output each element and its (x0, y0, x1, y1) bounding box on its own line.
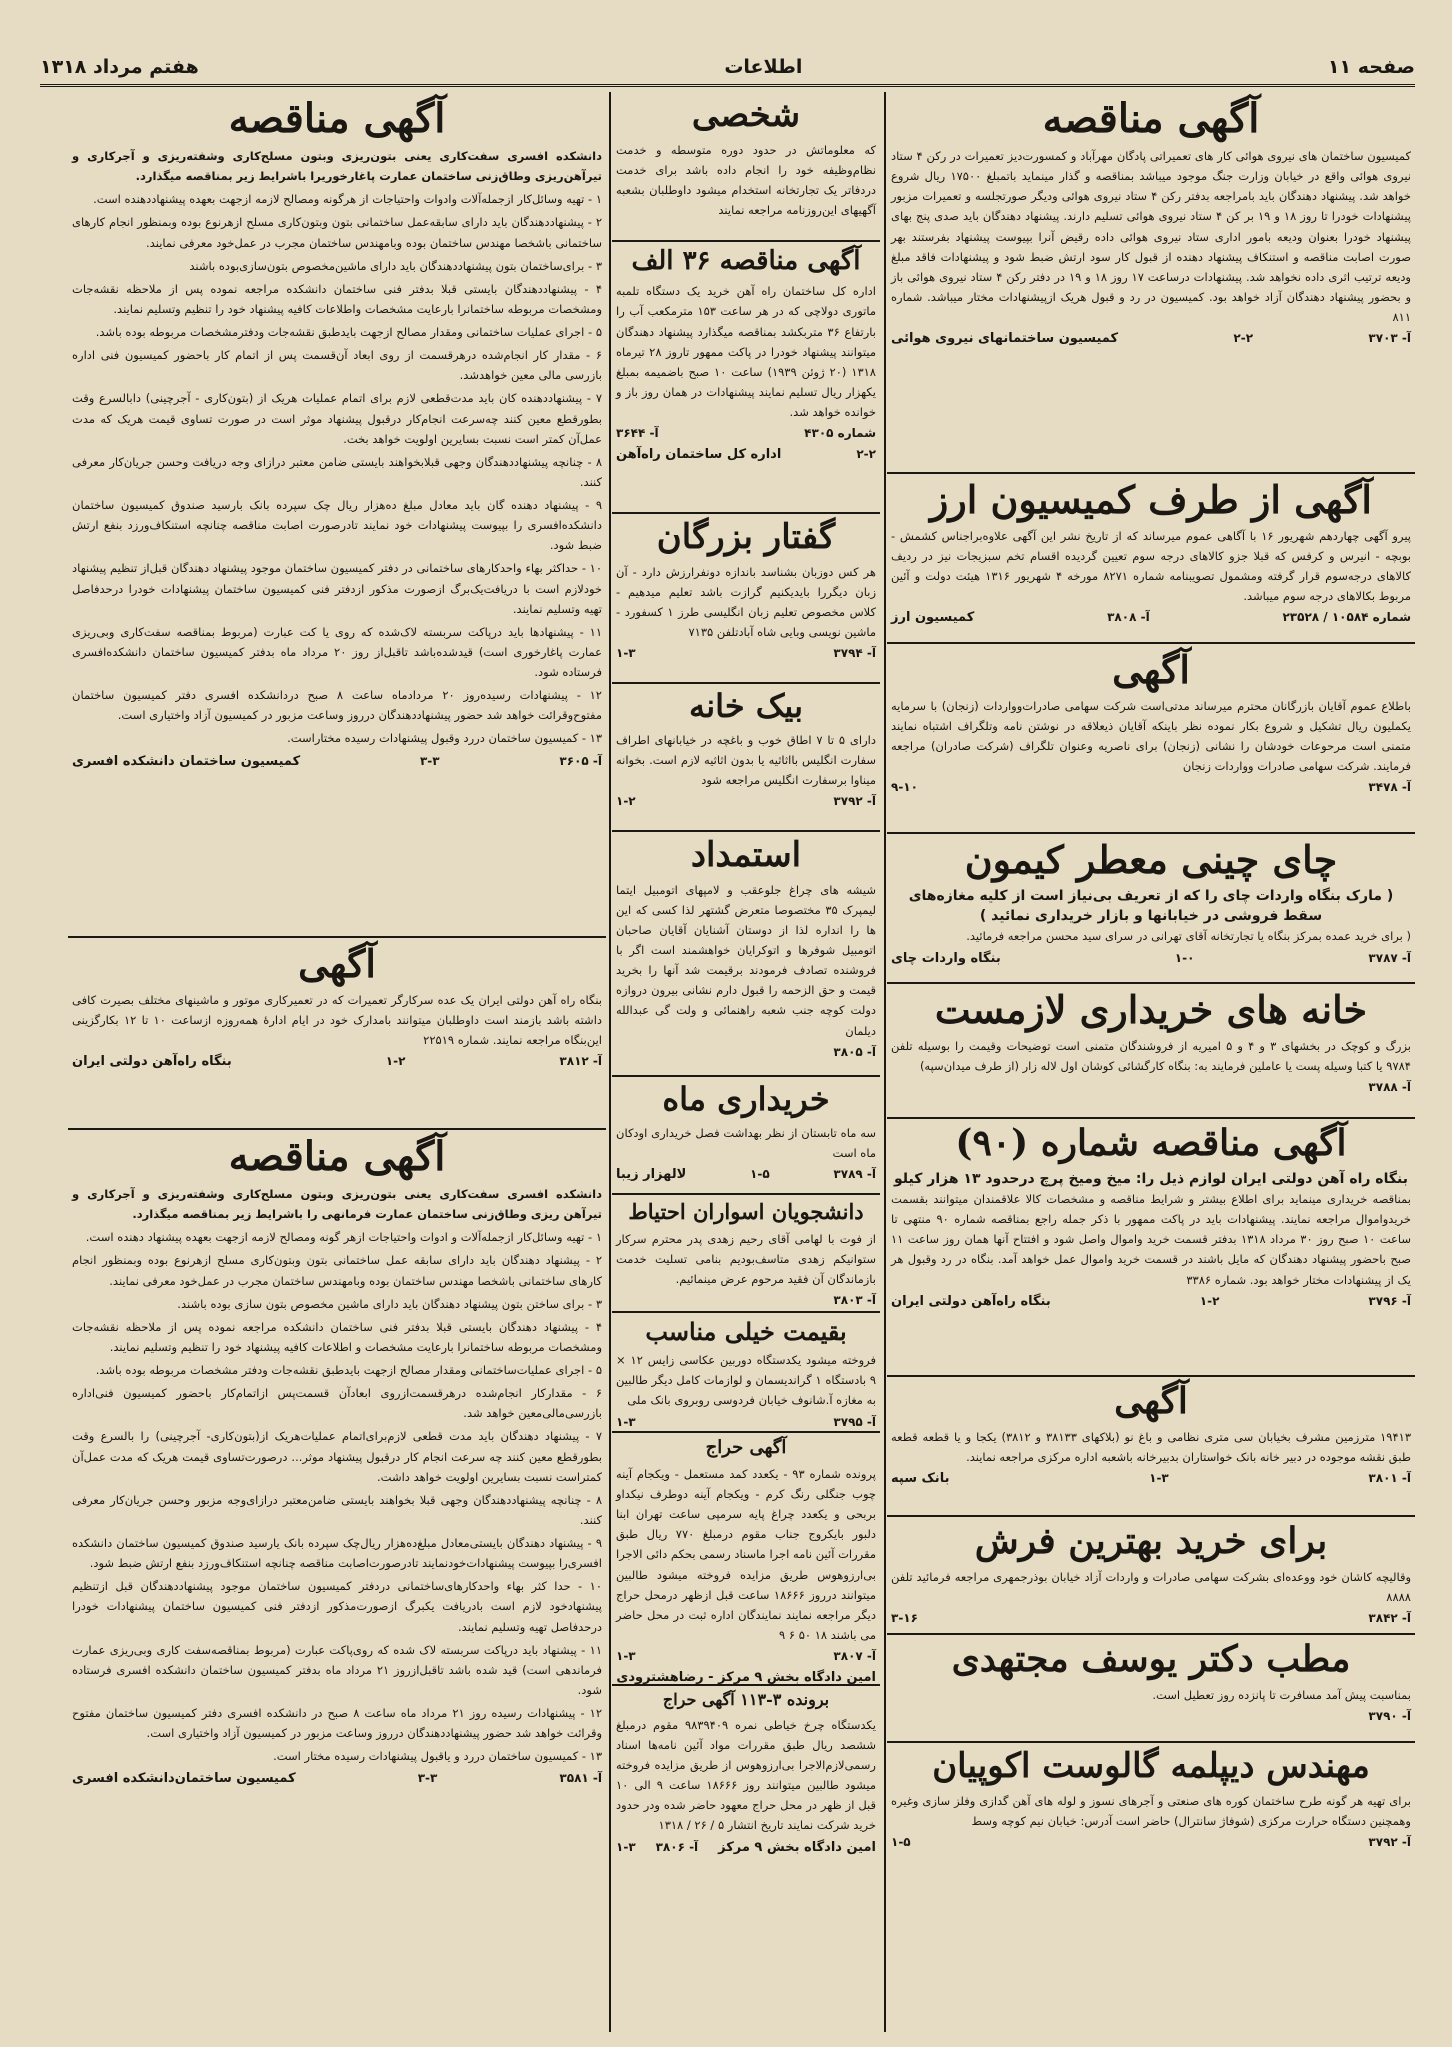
tender-condition: ۱۱ - پیشنهاد باید درپاکت سربسته لاک شده که روی‌پاکت عبارت (مربوط بمناقصه‌سفت کاری وبی‌ریزی عمارت فرماندهی است) قید شده باشد تاقبل‌ازروز ۲۱ مرداد ماه بدفتر کمیسیون ساختمان دانشکده افسری فرستاده شود. (72, 1642, 602, 1697)
ad-footer (616, 1165, 876, 1186)
ad-code: آ- ۳۶۴۴ (616, 426, 659, 441)
ad-code: آ- ۳۷۹۲ (833, 793, 876, 808)
tender-condition: ۸ - چنانچه پیشنهاددهندگان وجهی قبلابخواهند بایستی ضامن معتبر درازای وجه دریافت وحسن جریان‌کار معرفی کنند. (72, 454, 602, 489)
language-class-ad (612, 514, 880, 684)
ad-title: آگهی (1112, 647, 1190, 692)
ad-body: باطلاع عموم آقایان بازرگانان محترم میرساند مدتی‌است شرکت سهامی صادرات‌وواردات (زنجان) با سرمایه یکملیون ریال تشکیل و شروع بکار نموده نظر باینکه آقایان ذیعلاقه در نوشتن نامه وتلگراف اشتباه نمایند متمنی است مرحوعات خودشان را نشانی (زنجان) برای ناصریه وعنوان تلگراف (شرکت صادران) مراجعه فرمایند. شرکت سهامی صادرات وواردات زنجان (891, 698, 1411, 774)
ad-body: ۱۹۴۱۳ مترزمین مشرف بخیابان سی متری نظامی و باغ نو (بلاکهای ۳۸۱۳۳ و ۳۸۱۲) یکجا و یا قطعه قطعه طبق نقشه موجوده در دبیر خانه بانک خواستاران بدبیرخانه باشعبه اداره مرکزی مراجعه نمایند. (891, 1429, 1411, 1464)
ad-code: آ- ۳۸۱۲ (559, 1054, 602, 1069)
ad-footer (891, 778, 1411, 797)
ad-body: ( برای خرید عمده بمرکز بنگاه یا تجارتخانه آقای تهرانی در سرای سید محسن مراجعه فرمائید. (966, 929, 1411, 944)
ad-code: آ- ۳۸۴۲ (1368, 1611, 1411, 1626)
ad-footer (891, 1292, 1411, 1313)
ad-title: مهندس دیپلمه گالوست اکوپیان (932, 1746, 1370, 1786)
ad-body: بنگاه راه آهن دولتی ایران یک عده سرکارگر تعمیرات که در تعمیرکاری موتور و ماشینهای مختلف بصیرت کافی داشته باشد بازمند است داوطلبان میتوانند بامدارک خود در ایام ادارۀ همه‌روزه ازساعت ۱۰ تا ۱۲ بکارگزینی این‌بنگاه مراجعه نمایند. شماره ۲۲۵۱۹ (72, 992, 603, 1048)
ad-seq: ۱-۳ (616, 646, 636, 661)
tender-condition: ۷ - پیشنهاددهنده کان باید مدت‌قطعی لازم برای اتمام عملیات هریک از (بتون‌کاری - آجرچینی) دابالسرع وقت بطورقطع معین کنند چه‌سرعت انجام‌کار درقبول پیشنهاد موثر است در صورت تساوی قیمت هریک که مدت عمل‌آن کمتر است نسبت بسایرین اولویت خواهد بخت. (72, 391, 602, 446)
ad-body: اداره کل ساختمان راه آهن خرید یک دستگاه تلمبه ماتوری دولاچی که در هر ساعت ۱۵۳ مترمکعب آب را بارتفاع ۳۶ متربکشد بمناقصه میگذارد پیشنهاد دهندگان میتوانند پیشنهاد خودرا در پاکت ممهور تاروز ۲۸ تیرماه ۱۳۱۸ (۲۰ ژوئن ۱۹۳۹) ساعت ۱۰ صبح باضمیمه بمبلغ یکهزار ریال تسلیم نمایند پیشنهادات در همان روز باز و خوانده خواهد شد. (616, 284, 876, 420)
appeal-ad (612, 832, 880, 1077)
ad-title: آگهی مناقصه (1042, 95, 1260, 142)
ad-code: آ- ۳۸۰۸ (1107, 610, 1150, 625)
ad-footer (891, 1707, 1411, 1726)
tender-conditions-list (72, 1227, 602, 1766)
ad-seq: ۳-۱۶ (891, 1611, 918, 1626)
ad-issuer: بنگاه واردات چای (891, 950, 1001, 966)
ad-body: سه ماه تابستان از نظر بهداشت فصل خریداری اودکان ماه است (616, 1125, 876, 1160)
ad-issuer: امین دادگاه بخش ۹ مرکز (718, 1839, 876, 1855)
railway-mechanics-ad (68, 938, 606, 1130)
ad-title: چای چینی معطر کیمون (964, 837, 1338, 882)
tender-condition: ۲ - پیشنهاددهندگان باید دارای سابقه‌عمل ساختمانی بتون وبتون‌کاری مسلح ازهرنوع بوده وبمنظور انجام کارهای ساختمانی باشخصا مهندس ساختمان بوده وبامهندس ساختمان مجرب در عمل‌خود معرفی نمایند. (72, 215, 602, 250)
auction-ad-113 (612, 1686, 880, 1872)
ad-title: برونده ۳-۱۱۳ آگهی حراج (662, 1690, 830, 1709)
ad-title: برای خرید بهترین فرش (974, 1520, 1328, 1562)
camera-sale-ad (612, 1313, 880, 1433)
tender-condition: ۱۳ - کمیسیون ساختمان دررد وقبول پیشنهادات رسیده مختاراست. (287, 731, 602, 746)
auction-ad-93 (612, 1433, 880, 1686)
ad-seq: ۱-۳ (616, 1649, 636, 1664)
houses-wanted-ad (887, 984, 1415, 1119)
ad-title: مطب دکتر یوسف مجتهدی (951, 1638, 1351, 1680)
ad-code: آ- ۳۶۰۵ (559, 753, 602, 768)
house-wanted-ad (612, 684, 880, 832)
ad-code: آ- ۳۷۹۶ (1368, 1293, 1411, 1308)
tender-condition: ۳ - برای ساختن بتون پیشنهاد دهندگان باید دارای ماشین مخصوص بتون سازی بوده باشند. (177, 1296, 602, 1311)
ad-issuer: اداره کل ساختمان راه‌آهن (616, 447, 782, 463)
ad-code: آ- ۳۷۰۳ (1368, 331, 1411, 346)
condolence-ad (612, 1195, 880, 1313)
ad-footer (891, 1833, 1411, 1852)
ad-issuer: کمیسیون ساختمانهای نیروی هوائی (891, 331, 1119, 347)
currency-commission-ad (887, 474, 1415, 644)
ad-footer-2 (616, 445, 876, 466)
tender-condition: ۹ - پیشنهاد دهندگان بایستی‌معادل مبلغ‌ده‌هزار ریال‌چک سپرده بانک یارسید صندوق کمیسیون ساختمان دانشکده افسری‌را بپیوست پیشنهادات‌خودنمایند تادرصورت‌اصابت مناقصه چنانچه استنکاف‌ورزد بنفع ارتش ضبط شود. (72, 1536, 602, 1571)
tender-condition: ۱۱ - پیشنهادها باید درپاکت سربسته لاک‌شده که روی یا کت عبارت (مربوط بمناقصه سفت‌کاری وبی‌ریزی عمارت پاغارخوری است) قیدشده‌باشد تاقبل‌از روز ۲۰ مرداد ماه بدفتر کمیسیون ساختمان دانشکده‌افسری فرستاده شود. (72, 624, 602, 679)
tender-condition: ۶ - مقدار کار انجام‌شده درهرقسمت از روی ابعاد آن‌قسمت پس از اتمام کار باحضور کمیسیون فنی اداره بازرسی مالی معین خواهدشد. (72, 348, 602, 383)
tender-condition: ۱ - تهیه وسائل‌کار ازجمله‌آلات وادوات واحتیاجات از هرگونه ومصالح لازمه ازجهت بعهده پیشنهاددهنده است. (93, 192, 602, 207)
tender-condition: ۳ - برای‌ساختمان بتون پیشنهاددهندگان باید دارای ماشین‌مخصوص بتون‌سازی‌بوده باشند (189, 258, 602, 273)
tender-conditions-list (72, 189, 602, 748)
tender-condition: ۱ - تهیه وسائل‌کار ازجمله‌آلات و ادوات واحتیاجات ازهر گونه ومصالح لازمه ازجهت بعهده پیشنهاد دهنده است. (85, 1230, 602, 1245)
ad-title: استمداد (690, 835, 802, 875)
ad-body: شیشه های چراغ جلوعقب و لامپهای اتومبیل ایتما لیمپرک ۳۵ مختصوصا متعرض گشتهر لذا کسی که این ها را انداره لذا از دوستان آشنایان آقایان صاحبان اتومبیل شوفرها و اتوکرایان خواهشمند است اگر با فروشنده تصادف فرمودند برقیمت شد آنها را بخرید قیمت و حق الزحمه را قبول دارم نشانی بیرون دروازه دولت کوچه جنب شعبه راهنمائی و ولت گی عبدالله دیلمان (616, 882, 877, 1038)
ad-issuer: بنگاه راه‌آهن دولتی ایران (891, 1293, 1051, 1309)
ad-seq: ۱-۳ (1149, 1471, 1169, 1486)
ad-code: آ- ۳۷۹۰ (1368, 1708, 1411, 1723)
ad-footer (616, 644, 876, 663)
ad-body: که معلوماتش در حدود دوره متوسطه و خدمت نظام‌وظیفه خود را انجام داده باشد برای خدمت دردفاتر یک تجارتخانه استخدام میشود داوطلبان بشعبه آگهیهای این‌روزنامه مراجعه نمایند (616, 142, 876, 218)
ad-body: بمناقصه خریداری مینماید برای اطلاع بیشتر و شرایط مناقصه و مشخصات کالا علاقمندان میتوانند بقسمت خریدواموال مراجعه نمایند. پیشنهادات باید در پاکت ممهور با ذکر جمله راجع بمناقصه شماره ۹۰ منتهی تا ساعت ۱۰ صبح روز ۳۰ مرداد ۱۳۱۸ بدفتر قسمت خرید واموال واصل شود و افتتاح آنها همان روز ساعت ۱۱ صبح باحضور پیشنهاد دهندگان که مایل باشند در قسمت خرید واموال عمل خواهد آمد. بنگاه در رد وقبول هر یک از پیشنهادات مختار خواهد بود. شماره ۳۳۸۶ (891, 1192, 1411, 1287)
ad-seq: ۹-۱۰ (891, 780, 918, 795)
ad-body: پیرو آگهی چهاردهم شهریور ۱۶ با آگاهی عموم میرساند که از تاریخ نشر این آگهی علاوه‌براجناس کشمش - بوبچه - انیرس و کرفس که قبلا جزو کالاهای درجه سوم تعیین گردیده اقسام تخم سبزیجات نیز در ردیف کالاهای درجه‌سوم قرار گرفته ومشمول تصویبنامه شماره ۸۲۷۱ مورخه ۴ شهریور ۱۳۱۶ هیئت دولت و آئین مربوط بکالاهای درجه سوم میباشد. (891, 528, 1411, 604)
ad-footer (891, 608, 1411, 629)
ad-title: آگهی حراج (705, 1437, 787, 1458)
ad-issuer: کمیسیون ساختمان دانشکده افسری (72, 753, 301, 769)
ad-code: آ- ۳۷۸۹ (833, 1166, 876, 1181)
zanjan-company-ad (887, 644, 1415, 834)
ad-seq: ۱-۰ (1174, 950, 1195, 965)
ad-body: بمناسبت پیش آمد مسافرت تا پانزده روز تعطیل است. (1152, 1687, 1411, 1702)
ad-seq: ۱-۲ (616, 793, 636, 808)
tender-condition: ۱۳ - کمیسیون ساختمان دررد و یاقبول پیشنهادات رسیده مختار است. (273, 1749, 602, 1764)
ad-code: آ- ۳۵۸۱ (559, 1771, 602, 1786)
right-column (887, 92, 1415, 1893)
left-column (68, 92, 606, 2042)
tender-condition: ۹ - پیشنهاد دهنده گان باید معادل مبلغ ده‌هزار ریال چک سپرده بانک بارسید صندوق کمیسیون ساختمان دانشکده‌افسری را بپیوست پیشنهادات خود نمایند تادرصورت اصابت مناقصه چنانچه استنکاف‌ورزد بنفع ارتش ضبط شود. (72, 498, 602, 553)
ad-footer (891, 329, 1411, 350)
carpet-ad (887, 1517, 1415, 1635)
ad-title: آگهی مناقصه (228, 95, 446, 142)
ad-title: خانه های خریداری لازمست (934, 987, 1368, 1032)
ad-body: پرونده شماره ۹۳ - یکعدد کمد مستعمل - ویکجام آینه چوب جنگلی رنگ کرم - ویکجام آینه دوطرف نیکداو بربحی و یکعدد چراغ پایه سرمپی ساعت تهران ابنا دلبور بایکروج جناب مقوم درمبلغ ۷۷۰ ریال طبق مقررات آئین نامه اجرا ماسناد رسمی بحکم دائی الاجرا بی‌ارزوهوس طریق مزایده فروخته میشود طالبین میتوانند درروز ۱۸۶۶۶ ساعت قبل ازظهر درمحل حراج دیگر مراجعه نمایند نمایندگان اداره ثبت در محل حاضر می باشند ۱۸ ۵۰ ۶ ۹ (616, 1466, 876, 1642)
bank-sepah-land-ad (887, 1377, 1415, 1517)
ad-footer (891, 1469, 1411, 1490)
tender-36a-ad (612, 242, 880, 514)
ad-footer (616, 792, 876, 811)
ad-issuer: لالهزار زیبا (616, 1166, 687, 1182)
ad-seq: ۱-۳ (616, 1414, 636, 1429)
ad-code: آ- ۳۷۸۸ (1368, 1080, 1411, 1095)
ad-title: آگهی مناقصه ۳۶ الف (631, 246, 861, 276)
ad-body: دارای ۵ تا ۷ اطاق خوب و باغچه در خیابانهای اطراف سفارت انگلیس بااثاثیه یا بدون اثاثیه لازم است. بخوانه میناوا برسفارت انگلیس مراجعه شود (616, 732, 876, 787)
employment-ad (612, 92, 880, 242)
column-divider-right (884, 92, 886, 2032)
ad-title: شخصی (691, 95, 801, 135)
ad-footer (616, 1291, 876, 1310)
issue-date: هفتم مرداد ۱۳۱۸ (40, 56, 199, 78)
ad-body: برای تهیه هر گونه طرح ساختمان کوره های صنعتی و آجرهای نسوز و لوله های آهن گدازی وفلز سازی وغیره وهمچنین دستگاه حرارت مرکزی (شوفاژ سانترال) حاضر است آدرس: خیابان نیم کوچه وسط (891, 1793, 1411, 1828)
ad-issuer: بانک سپه (891, 1471, 950, 1487)
ad-body: وقالیچه کاشان خود ووعده‌ای بشرکت سهامی صادرات و واردات آزاد خیابان بوذرجمهری مراجعه فرمائید تلفن ۸۸۸۸ (891, 1569, 1411, 1604)
ad-seq: ۱-۵ (750, 1166, 770, 1181)
engineer-ad (887, 1743, 1415, 1893)
ad-footer (616, 1413, 876, 1432)
tender-ad-air-force (887, 92, 1415, 474)
railway-tender-90-ad (887, 1119, 1415, 1377)
ad-footer (891, 1078, 1411, 1097)
ad-footer-2 (616, 1668, 876, 1686)
tender-condition: ۱۰ - حداکثر بهاء واحدکارهای ساختمانی در دفتر کمیسیون ساختمان موجود پیشنهاد دهندگان قبل‌از تنظیم پیشنهاد خودلازم است با دریافت‌یک‌برگ ازصورت مذکور ازدفتر فنی کمیسیون ساختمان پیشنهادات خودرا درحدفاصل تهیه وتسلیم نمایند. (72, 561, 602, 616)
doctor-clinic-ad (887, 1635, 1415, 1743)
page-header (40, 50, 1415, 87)
ad-body: کمیسیون ساختمان های نیروی هوائی کار های تعمیراتی پادگان مهرآباد و کمسورت‌دیز تعمیرات در رکن ۴ ستاد نیروی هوائی واقع در خیابان وزارت جنگ موجود میباشد بمناقصه و گذار مینماید باتمبلغ ۱۷۵۰۰ ریال شروع خواهد شد. پیشنهاد دهندگان باید بامراجعه بدفتر رکن ۴ ستاد نیروی هوائی ودیگر صورتجلسه و تعمیرات مزبور پیشنهادات خودرا تا روز ۱۸ و ۱۹ بر کن ۴ ستاد نیروی هوائی تسلیم دارند. پیشنهاد دهندگان باید صدی پنج بهای پیشنهاد خودرا بعنوان ودیعه بامور اداری ستاد نیروی هوائی داده رقیض آنرا بپیوست پیشنهاد بفرستند بهر صورت اصابت مناقصه و استنکاف پیشنهاد دهنده از قبول کار سود ارتش ضبط شود و پیشنهادات فاقد مبلغ ودیعه ترتیب اثری داده نخواهد شد. پیشنهادات درساعت ۱۷ روز ۱۸ و ۱۹ در دفتر رکن ۴ ستاد نیروی هوائی باز و بحضور پیشنهاد دهندگان آزاد خواهد بود. کمیسیون در رد و قبول هریک ازپیشنهادات مختار میباشد. شماره ۸۱۱ (891, 149, 1412, 324)
ad-seq: ۱-۵ (891, 1834, 911, 1849)
ad-title: بقیمت خیلی مناسب (645, 1317, 847, 1346)
tender-condition: ۱۰ - حدا کثر بهاء واحدکارهای‌ساختمانی دردفتر کمیسیون ساختمان موجود پیشنهاددهندگان قبل ازتنظیم پیشنهادخود لازم است بادریافت یکبرگ ازصورت‌مذکور ازدفتر فنی کمیسیون ساختمان پیشنهادات خودرا درحدفاصل تهیه وتسلیم نمایند. (72, 1579, 602, 1634)
ad-seq: ۲-۲ (856, 447, 876, 462)
ad-intro: دانشکده افسری سفت‌کاری یعنی بتون‌ریزی وبتون مسلح‌کاری وشفته‌ریزی و آجرکاری و تیرآهن‌ریزی وطاق‌زنی ساختمان عمارت پاغارخوریرا باشرایط زیر بمناقصه میگذارد. (72, 149, 602, 184)
tender-condition: ۷ - پیشنهاد دهندگان باید مدت قطعی لازم‌برای‌اتمام عملیات‌هریک از(بتون‌کاری- آجرچینی) را بالسرع وقت بطورقطع معین کنند چه سرعت انجام کار درقبول پیشنهاد موثر... درصورت‌تساوی قیمت هریک که مدت عمل‌آن کمتراست نسبت بسایرین اولویت خواهد داشت. (72, 1429, 602, 1484)
ad-code: آ- ۳۷۹۴ (833, 646, 876, 661)
ad-code: آ- ۳۸۰۷ (833, 1649, 876, 1664)
ad-title: دانشجویان اسواران احتیاط (628, 1199, 864, 1224)
ad-title: گفتار بزرگان (656, 517, 836, 557)
ad-code: آ- ۳۸۰۶ (655, 1839, 699, 1854)
ad-footer (616, 424, 876, 443)
tender-condition: ۵ - اجرای عملیات ساختمانی ومقدار مصالح ازجهت بایدطبق نقشه‌جات ودفترمشخصات مربوطه بوده باشد. (95, 325, 602, 339)
tender-condition: ۱۲ - پیشنهادات رسیده‌روز ۲۰ مردادماه ساعت ۸ صبح دردانشکده افسری دفتر کمیسیون ساختمان مفتوح‌وقرائت خواهد شد حضور پیشنهاددهندگان درروز وساعت مزبور در کمیسیون آزاد واختیاری است. (72, 688, 602, 723)
ad-title: خریداری ماه (662, 1080, 830, 1118)
ad-footer (891, 949, 1411, 970)
ad-footer (72, 1769, 602, 1790)
officer-college-tender-ad-2 (68, 1130, 606, 2042)
ad-seq: ۱-۲ (385, 1054, 406, 1069)
ad-seq: ۳-۳ (419, 753, 440, 768)
officer-college-tender-ad-1 (68, 92, 606, 938)
ad-footer (616, 1838, 876, 1859)
ad-title: آگهی از طرف کمیسیون ارز (930, 477, 1372, 522)
ad-seq: ۱-۲ (1199, 1293, 1220, 1308)
ad-intro: دانشکده افسری سفت‌کاری یعنی بتون‌ریزی وبتون مسلح‌کاری وشفته‌ریزی و آجرکاری و تیرآهن ریزی وطاق‌زنی ساختمان عمارت فرمانهی را باشرایط زیر بمناقصه میگذارد. (72, 1187, 602, 1222)
ad-seq: ۲-۲ (1233, 331, 1254, 346)
page-number: صفحه ۱۱ (1327, 56, 1415, 78)
ad-body: از فوت با لهامی آقای رحیم زهدی پدر محترم سرکار ستوانیکم زهدی متاسف‌بودیم بنامی تسلیت خدمت بازماندگان آن فقید مرحوم عرض مینمائیم. (616, 1232, 876, 1287)
ad-code: آ- ۳۴۷۸ (1368, 780, 1411, 795)
ad-body: هر کس دوزبان بشناسد باندازه دونفرارزش دارد - آن زبان دیگررا بایدیکنیم گرازت باشد تعلیم میدهیم - کلاس مخصوص تعلیم زبان انگلیسی طرز ۱ کسفورد - ماشین نویسی وبایی شاه آبادتلفن ۷۱۳۵ (616, 564, 876, 640)
tender-condition: ۱۲ - پیشنهادات رسیده روز ۲۱ مرداد ماه ساعت ۸ صبح در دانشکده افسری دفتر کمیسیون ساختمان مفتوح وقرائت خواهد شد حضور پیشنهاددهندگان درروز وساعت مزبور در کمیسیون آزاد واختیاری است. (72, 1706, 602, 1741)
ad-footer (72, 1052, 602, 1073)
middle-column (612, 92, 880, 1872)
ad-title: آگهی مناقصه (228, 1133, 446, 1180)
ad-title: آگهی (298, 941, 376, 986)
ad-seq: ۱-۳ (616, 1839, 636, 1854)
tender-condition: ۴ - پیشنهاددهندگان بایستی قبلا بدفتر فنی ساختمان دانشکده مراجعه نموده پس از ملاحظه نقشه‌جات ومشخصات مربوطه ساختمانرا بارعایت مشخصات واطلاعات کافیه پیشنهاد خود را تنظیم وتسلیم نمایند. (72, 281, 602, 316)
purchase-month-ad (612, 1077, 880, 1195)
ad-subtitle: بنگاه راه آهن دولتی ایران لوازم ذیل را: میخ ومیخ پرچ درحدود ۱۳ هزار کیلو (894, 1170, 1408, 1187)
ad-body: فروخته میشود یکدستگاه دوربین عکاسی زایس ۱۲ × ۹ بادستگاه ۱ گراندیسمان و لوازمات کامل دیگر طالبین به مغازه آ.شانوف خیابان فردوسی روبروی بانک ملی (616, 1353, 877, 1408)
ad-subtitle: ( مارک بنگاه واردات چای را که از تعریف بی‌نیاز است از کلیه مغازه‌های سقط فروشی در خیابانها و بازار خریداری نمائید ) (908, 887, 1394, 925)
ad-code: آ- ۳۸۰۱ (1368, 1471, 1411, 1486)
ad-seq: ۳-۳ (417, 1771, 438, 1786)
ad-footer (616, 1043, 876, 1062)
tender-condition: ۲ - پیشنهاد دهندگان باید دارای سابقه عمل ساختمانی بتون وبتون‌کاری مسلح ازهرنوع بوده وبمنظور انجام کارهای ساختمانی باشخصا مهندس ساختمان بوده وبامهندس ساختمان مجرب در عمل‌خود معرفی نمایند. (72, 1253, 602, 1288)
column-divider-left (609, 92, 611, 2032)
newspaper-name: اطلاعات (724, 56, 803, 78)
ad-title: بیک خانه (689, 687, 803, 725)
ad-issuer: کمیسیون ساختمان‌دانشکده افسری (72, 1771, 296, 1787)
ad-issuer: امین دادگاه بخش ۹ مرکز - رضاهشترودی (616, 1670, 876, 1686)
ad-code: آ- ۳۸۰۳ (833, 1293, 876, 1308)
ad-title: آگهی (1114, 1380, 1188, 1422)
ad-number: شماره ۴۳۰۵ (804, 426, 876, 441)
ad-issuer: کمیسیون ارز (891, 610, 975, 626)
ad-footer (616, 1647, 876, 1666)
ad-body: یکدستگاه چرخ خیاطی نمره ۹۸۳۹۴۰۹ مقوم درمبلغ ششصد ریال طبق مقررات مواد آئین نامه‌ها اسناد رسمی‌لازم‌الاجرا بی‌ارزوهوس از طریق مزایده فروخته میشود طالبین میتوانند روز ۱۸۶۶۶ ساعت ۹ الی ۱۰ قبل از ظهر در محل حراج معهود حاضر شده ودر حدود خرید شرکت نمایند تاریخ انتشار ۵ / ۲۶ / ۱۳۱۸ (616, 1717, 876, 1833)
ad-number: شماره ۱۰۵۸۴ / ۲۳۵۲۸ (1282, 610, 1411, 625)
tea-ad (887, 834, 1415, 984)
tender-condition: ۵ - اجرای عملیات‌ساختمانی ومقدار مصالح ازجهت بایدطبق نقشه‌جات ودفتر مشخصات مربوطه بوده باشد. (95, 1363, 602, 1377)
ad-footer (72, 752, 602, 773)
ad-title: آگهی مناقصه شماره (۹۰) (955, 1122, 1347, 1164)
tender-condition: ۸ - چنانچه پیشنهاددهندگان وجهی قبلا بخواهند بایستی ضامن‌معتبر درازای‌وجه مزبور وحسن جریان‌کار معرفی کنند. (72, 1492, 602, 1527)
tender-condition: ۴ - پیشنهاد دهندگان بایستی قبلا بدفتر فنی ساختمان دانشکده مراجعه نموده پس از ملاحظه نقشه‌جات ومشخصات مربوطه ساختمانرا بارعایت مشخصات و اطلاعات کافیه پیشنهاد خود را تنظیم وتسلیم نمایند. (72, 1319, 602, 1354)
ad-body: بزرگ و کوچک در بخشهای ۳ و ۴ و ۵ امیریه از فروشندگان متمنی است توضیحات وقیمت را بوسیله تلفن ۹۷۸۴ یا کتبا وسیله پست یا عاملین فرمایند به: بنگاه کارگشائی کوشان اول لاله زار (از طرف میدان‌سپه) (891, 1038, 1412, 1074)
ad-code: آ- ۳۷۸۷ (1368, 950, 1411, 965)
ad-code: آ- ۳۷۹۲ (1368, 1834, 1411, 1849)
ad-issuer: بنگاه راه‌آهن دولتی ایران (72, 1054, 232, 1070)
ad-footer (891, 1609, 1411, 1628)
ad-code: آ- ۳۸۰۵ (833, 1044, 876, 1059)
tender-condition: ۶ - مقدارکار انجام‌شده درهرقسمت‌ازروی ابعادآن قسمت‌پس ازاتمام‌کار باحضور کمیسیون فنی‌اداره بازرسی‌مالی‌معین خواهد شد. (72, 1386, 602, 1421)
ad-code: آ- ۳۷۹۵ (833, 1414, 876, 1429)
